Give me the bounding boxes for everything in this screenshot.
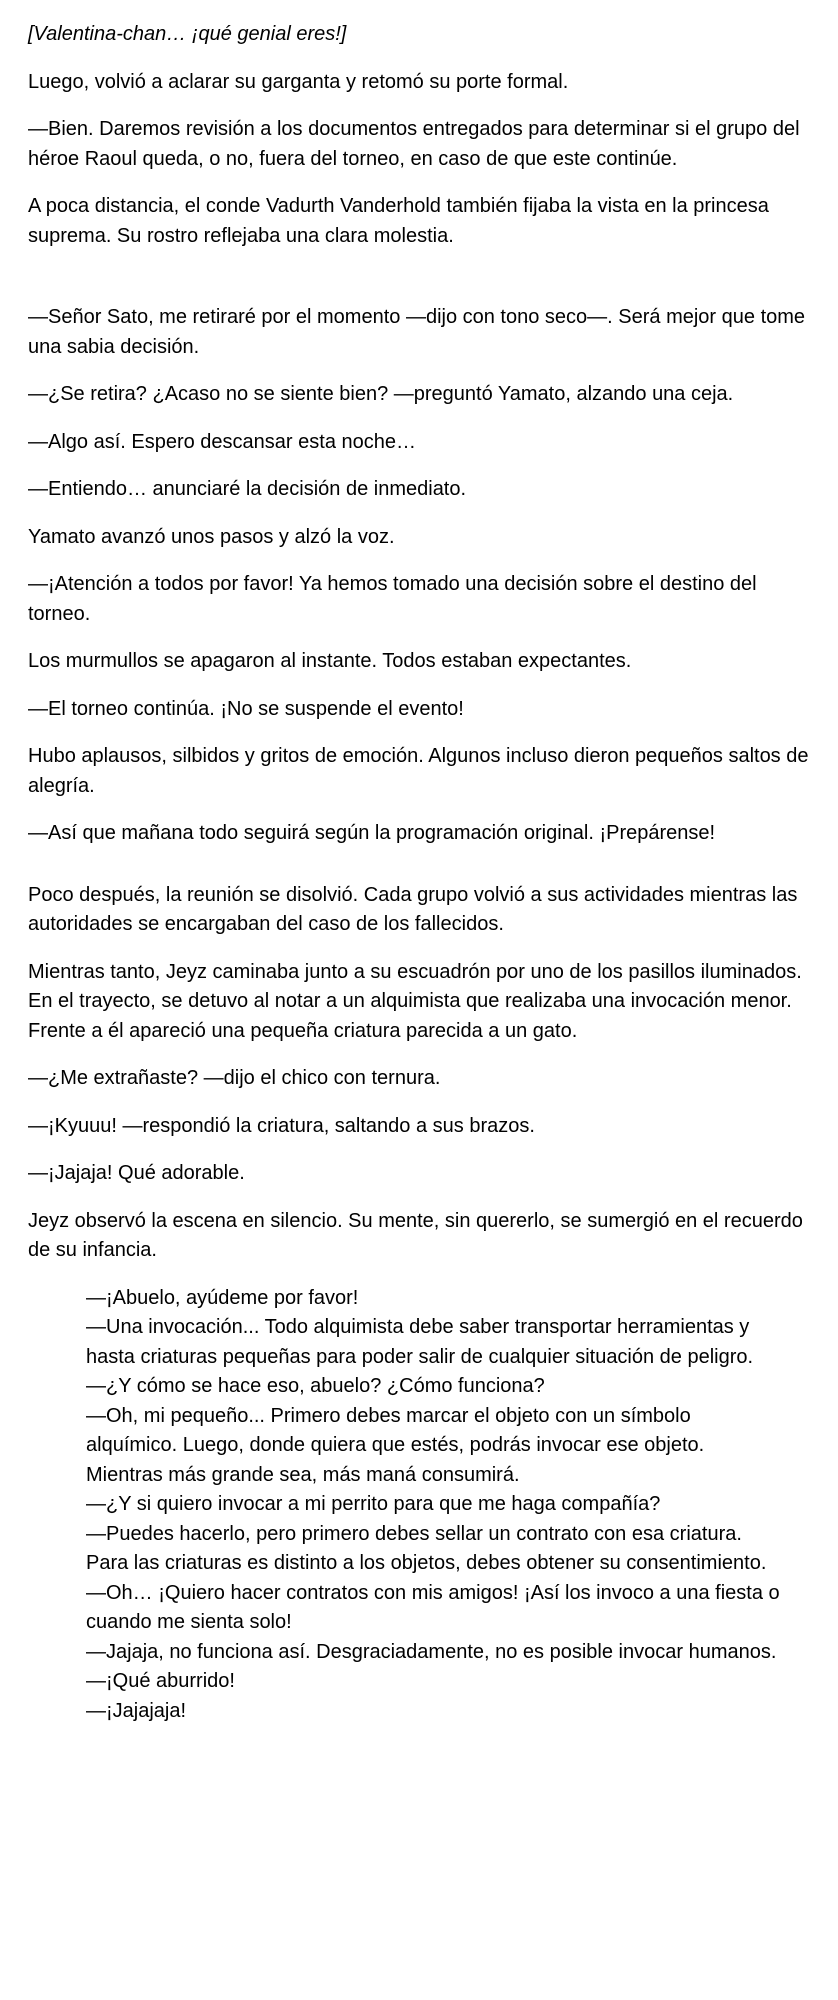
memory-line: —Puedes hacerlo, pero primero debes sellar un contrato con esa criatura. Para las criaturas es distinto a los objetos, debes obtener su consentimiento. bbox=[86, 1522, 767, 1574]
memory-line: —¡Abuelo, ayúdeme por favor! bbox=[86, 1286, 359, 1309]
memory-line: —Oh, mi pequeño... Primero debes marcar el objeto con un símbolo alquímico. Luego, donde quiera que estés, podrás invocar ese objeto. Mientras más grande sea, más maná consumirá. bbox=[86, 1404, 705, 1486]
paragraph-thought: [Valentina-chan… ¡qué genial eres!] bbox=[28, 23, 347, 45]
memory-line: —¡Qué aburrido! bbox=[86, 1670, 235, 1692]
paragraph: Los murmullos se apagaron al instante. Todos estaban expectantes. bbox=[28, 650, 632, 672]
memory-line: —Una invocación... Todo alquimista debe saber transportar herramientas y hasta criaturas pequeñas para poder salir de cualquier situación de peligro. bbox=[86, 1316, 754, 1368]
paragraph: Luego, volvió a aclarar su garganta y retomó su porte formal. bbox=[28, 70, 569, 93]
paragraph: Jeyz observó la escena en silencio. Su mente, sin quererlo, se sumergió en el recuerdo de su infancia. bbox=[28, 1209, 803, 1261]
paragraph: —¡Kyuuu! —respondió la criatura, saltando a sus brazos. bbox=[28, 1114, 535, 1137]
paragraph: Hubo aplausos, silbidos y gritos de emoción. Algunos incluso dieron pequeños saltos de alegría. bbox=[28, 745, 809, 797]
memory-line: —¿Y cómo se hace eso, abuelo? ¿Cómo funciona? bbox=[86, 1375, 545, 1397]
paragraph: Mientras tanto, Jeyz caminaba junto a su escuadrón por uno de los pasillos iluminados. En el trayecto, se detuvo al notar a un alquimista que realizaba una invocación menor. Frente a él apareció una pequeña criatura parecida a un gato. bbox=[28, 960, 802, 1042]
paragraph: —¡Atención a todos por favor! Ya hemos tomado una decisión sobre el destino del torneo. bbox=[28, 573, 757, 625]
memory-flashback-block bbox=[86, 1284, 786, 1727]
paragraph: A poca distancia, el conde Vadurth Vanderhold también fijaba la vista en la princesa suprema. Su rostro reflejaba una clara molestia. bbox=[28, 195, 769, 247]
memory-line: —¡Jajajaja! bbox=[86, 1699, 187, 1722]
memory-line: —Oh… ¡Quiero hacer contratos con mis amigos! ¡Así los invoco a una fiesta o cuando me sienta solo! bbox=[86, 1581, 780, 1633]
paragraph: —Algo así. Espero descansar esta noche… bbox=[28, 430, 416, 453]
paragraph: —Así que mañana todo seguirá según la programación original. ¡Prepárense! bbox=[28, 822, 716, 844]
paragraph: —¿Se retira? ¿Acaso no se siente bien? —preguntó Yamato, alzando una ceja. bbox=[28, 383, 734, 405]
paragraph: —Señor Sato, me retiraré por el momento —dijo con tono seco—. Será mejor que tome una sabia decisión. bbox=[28, 306, 806, 358]
paragraph: —Bien. Daremos revisión a los documentos entregados para determinar si el grupo del héroe Raoul queda, o no, fuera del torneo, en caso de que este continúe. bbox=[28, 118, 800, 170]
memory-line: —¿Y si quiero invocar a mi perrito para que me haga compañía? bbox=[86, 1493, 661, 1515]
paragraph: —Entiendo… anunciaré la decisión de inmediato. bbox=[28, 478, 467, 500]
paragraph: Poco después, la reunión se disolvió. Cada grupo volvió a sus actividades mientras las autoridades se encargaban del caso de los fallecidos. bbox=[28, 883, 798, 935]
memory-line: —Jajaja, no funciona así. Desgraciadamente, no es posible invocar humanos. bbox=[86, 1640, 777, 1663]
paragraph: —El torneo continúa. ¡No se suspende el evento! bbox=[28, 697, 464, 720]
paragraph: —¡Jajaja! Qué adorable. bbox=[28, 1162, 245, 1184]
paragraph: —¿Me extrañaste? —dijo el chico con ternura. bbox=[28, 1067, 441, 1089]
paragraph: Yamato avanzó unos pasos y alzó la voz. bbox=[28, 525, 395, 548]
